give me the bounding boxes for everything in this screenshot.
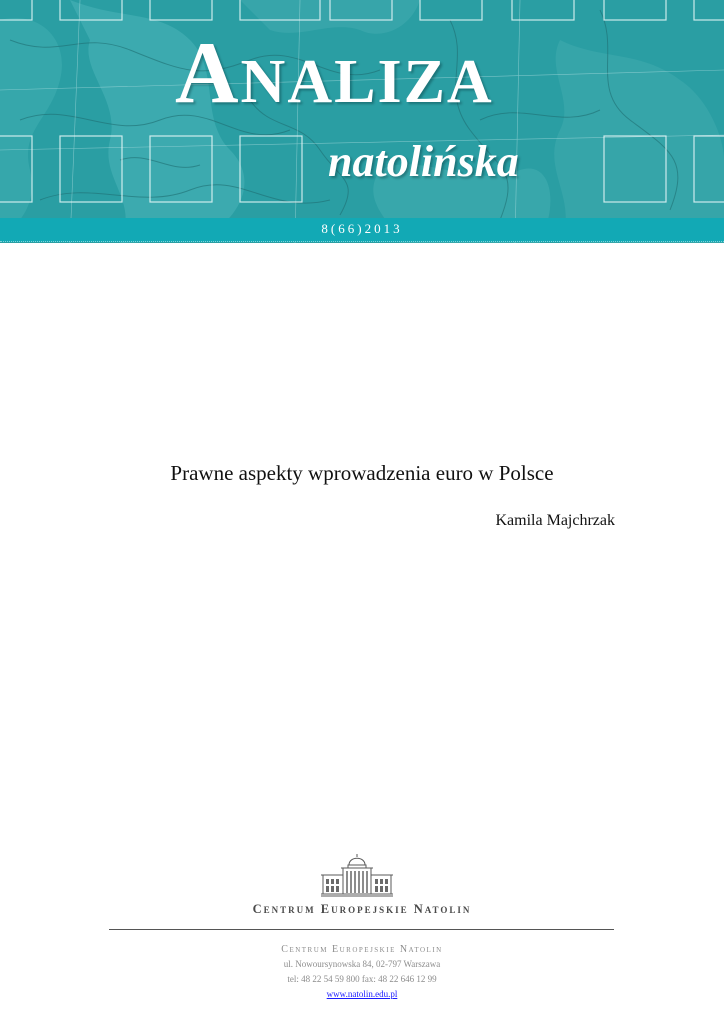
cover-banner [0, 0, 724, 243]
issue-number: 8(66)2013 [321, 221, 403, 236]
building-icon [321, 853, 393, 902]
footer-contact: tel: 48 22 54 59 800 fax: 48 22 646 12 99 [287, 974, 437, 984]
series-subtitle: natolińska [328, 137, 519, 186]
logo-name: Centrum Europejskie Natolin [252, 902, 472, 916]
document-author: Kamila Majchrzak [495, 512, 615, 529]
footer-address: ul. Nowoursynowska 84, 02-797 Warszawa [283, 959, 441, 969]
document-title: Prawne aspekty wprowadzenia euro w Polsce [170, 461, 554, 485]
website-link[interactable]: www.natolin.edu.pl [326, 989, 398, 999]
footer-divider [109, 929, 614, 930]
footer-org: Centrum Europejskie Natolin [281, 944, 443, 955]
footer [0, 942, 724, 1002]
series-title: Analiza [175, 25, 494, 122]
issue-bar [0, 218, 724, 242]
